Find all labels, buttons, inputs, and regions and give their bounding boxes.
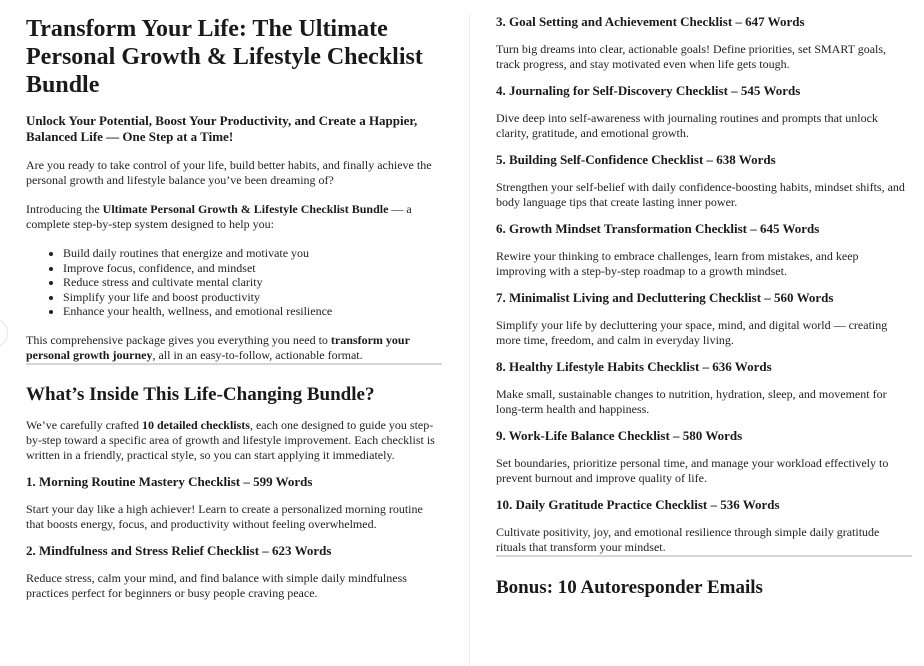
page-title: Transform Your Life: The Ultimate Personal Growth & Lifestyle Checklist Bundle xyxy=(26,16,423,98)
checklist-title: 10. Daily Gratitude Practice Checklist – 536 Words xyxy=(496,497,780,512)
checklist-title: 8. Healthy Lifestyle Habits Checklist – 636 Words xyxy=(496,359,772,374)
inside-heading: What’s Inside This Life-Changing Bundle? xyxy=(26,383,375,405)
checklist-item-6 xyxy=(496,221,906,279)
crafted-suffix: , each one designed to guide you step-by-step toward a specific area of growth and lifestyle improvement. Each checklist is written in a friendly, practical style, so you can start applying it immediately. xyxy=(26,417,435,462)
checklist-title: 4. Journaling for Self-Discovery Checklist – 545 Words xyxy=(496,83,801,98)
package-paragraph xyxy=(26,333,442,363)
checklist-title: 7. Minimalist Living and Decluttering Checklist – 560 Words xyxy=(496,290,834,305)
checklist-description: Dive deep into self-awareness with journaling routines and prompts that unlock clarity, gratitude, and emotional growth. xyxy=(496,111,878,140)
checklist-item-8 xyxy=(496,359,906,417)
benefit-item: • Improve focus, confidence, and mindset xyxy=(63,261,442,276)
introducing-suffix: — a complete step-by-step system designed to help you: xyxy=(26,202,412,231)
page-edge-circle-decoration xyxy=(0,318,8,348)
bonus-heading: Bonus: 10 Autoresponder Emails xyxy=(496,577,763,598)
introducing-paragraph xyxy=(26,202,442,232)
checklist-title: 1. Morning Routine Mastery Checklist – 599 Words xyxy=(26,473,313,489)
package-suffix: , all in an easy-to-follow, actionable format. xyxy=(152,347,363,362)
benefit-item: • Reduce stress and cultivate mental clarity xyxy=(63,275,442,290)
introducing-bundle-name: Ultimate Personal Growth & Lifestyle Checklist Bundle xyxy=(102,202,389,216)
benefit-item: • Enhance your health, wellness, and emotional resilience xyxy=(63,304,442,319)
checklist-item-9 xyxy=(496,428,906,486)
page-subtitle: Unlock Your Potential, Boost Your Productivity, and Create a Happier, Balanced Life — One Step at a Time! xyxy=(26,113,418,144)
checklist-item-1 xyxy=(26,474,442,532)
checklist-item-7 xyxy=(496,290,906,348)
checklist-item-10 xyxy=(496,497,906,555)
checklist-description: Strengthen your self-belief with daily confidence-boosting habits, mindset shifts, and body language tips that create lasting inner power. xyxy=(496,180,905,209)
checklist-description: Start your day like a high achiever! Learn to create a personalized morning routine that boosts energy, focus, and productivity without feeling overwhelmed. xyxy=(26,501,423,531)
checklist-item-5 xyxy=(496,152,906,210)
checklist-title: 3. Goal Setting and Achievement Checklist – 647 Words xyxy=(496,14,805,29)
checklist-title: 5. Building Self-Confidence Checklist – 638 Words xyxy=(496,152,776,167)
checklist-description: Set boundaries, prioritize personal time, and manage your workload effectively to prevent burnout and improve quality of life. xyxy=(496,456,889,485)
checklist-title: 6. Growth Mindset Transformation Checklist – 645 Words xyxy=(496,221,820,236)
checklist-description: Reduce stress, calm your mind, and find balance with simple daily mindfulness practices perfect for beginners or busy people craving peace. xyxy=(26,570,407,600)
checklist-description: Rewire your thinking to embrace challenges, learn from mistakes, and keep improving with a step-by-step roadmap to a growth mindset. xyxy=(496,249,859,278)
checklist-description: Make small, sustainable changes to nutrition, hydration, sleep, and movement for long-term health and happiness. xyxy=(496,387,887,416)
checklist-description: Simplify your life by decluttering your space, mind, and digital world — creating more time, freedom, and calm in everyday living. xyxy=(496,318,888,347)
package-highlight: transform your personal growth journey xyxy=(26,332,410,362)
benefit-item: • Build daily routines that energize and motivate you xyxy=(63,246,442,261)
benefits-list xyxy=(26,246,442,319)
checklist-title: 2. Mindfulness and Stress Relief Checklist – 623 Words xyxy=(26,542,332,558)
benefit-item: • Simplify your life and boost productivity xyxy=(63,290,442,305)
checklist-description: Turn big dreams into clear, actionable goals! Define priorities, set SMART goals, track progress, and stay motivated even when life gets tough. xyxy=(496,42,887,71)
left-column xyxy=(26,0,442,601)
crafted-highlight: 10 detailed checklists xyxy=(141,417,250,432)
checklist-item-3 xyxy=(496,14,906,72)
column-divider xyxy=(469,14,470,666)
checklist-description: Cultivate positivity, joy, and emotional resilience through simple daily gratitude rituals that transform your mindset. xyxy=(496,525,880,554)
right-column xyxy=(496,0,906,599)
package-prefix: This comprehensive package gives you everything you need to xyxy=(26,332,331,347)
checklist-item-2 xyxy=(26,543,442,601)
crafted-paragraph xyxy=(26,418,442,463)
checklist-item-4 xyxy=(496,83,906,141)
crafted-prefix: We’ve carefully crafted xyxy=(26,417,142,432)
section-divider xyxy=(26,363,442,365)
section-divider xyxy=(496,555,912,557)
checklist-title: 9. Work-Life Balance Checklist – 580 Words xyxy=(496,428,743,443)
introducing-prefix: Introducing the xyxy=(26,202,103,216)
intro-paragraph: Are you ready to take control of your life, build better habits, and finally achieve the personal growth and lifestyle balance you’ve been dreaming of? xyxy=(26,158,432,187)
